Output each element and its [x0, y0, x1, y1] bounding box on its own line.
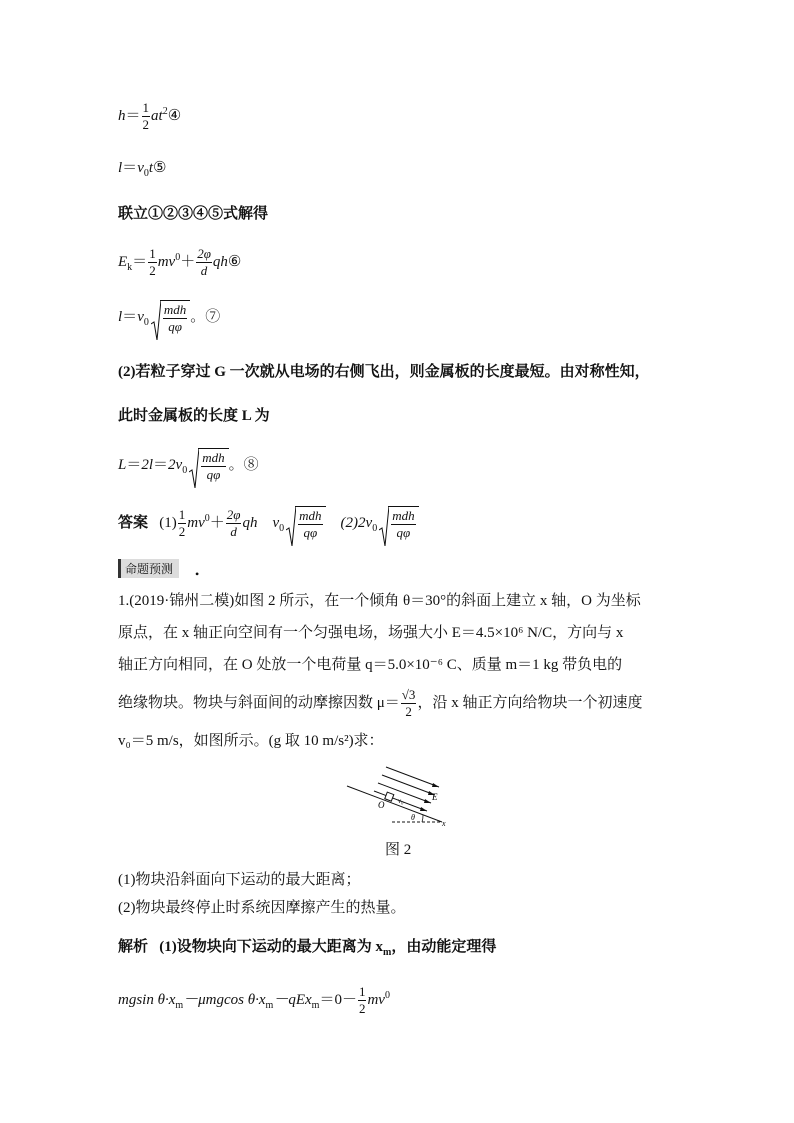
label-v0: v₀ — [398, 797, 404, 805]
question-2: (2)物块最终停止时系统因摩擦产生的热量。 — [118, 900, 406, 916]
radical: $\frac{\text{mdh}}{q\varphi}$ — [151, 300, 190, 335]
incline-figure — [342, 762, 452, 832]
equation-h: h＝ $\frac{1}{2}$ $at^2④$ — [118, 100, 182, 132]
section-tag-dot: • — [195, 567, 200, 581]
analysis-label: 解析 — [118, 939, 149, 955]
angle-arc — [422, 815, 423, 822]
final-equation: mgsin $\theta\cdot x_m-\mu mgcos$ $\theta\cdot x_m-qEx_m=0-$ $\frac{1}{2}$ $mv^0$ — [118, 984, 390, 1016]
answer-line: 答案 (1) $\frac{1}{2}$ $mv^0+$ $\frac{2\varphi}{d}$ qh $v_0$ $\frac{\text{mdh}}{q\varphi}$ $(2)2v_0$ $\frac{\text{mdh}}{q\varphi}$ — [118, 506, 419, 541]
analysis-line: 解析 (1)设物块向下运动的最大距离为 $x_m$，由动能定理得 — [118, 939, 497, 958]
problem-text: 1.(2019·锦州二模)如图 2 所示，在一个倾角 θ＝30°的斜面上建立 x 轴，O 为坐标 原点，在 x 轴正向空间有一个匀强电场，场强大小 E＝4.5×10⁶ N/C，方向与 x 轴正方向相同，在 O 处放一个电荷量 q＝5.0×10⁻⁶ C、质量 m＝1 kg 带负电的 绝缘物块。物块与斜面间的动摩擦因数 μ＝ $\frac{√3}{2}$ ，沿 x 轴正方向给物块一个初速度 v₀＝5 m/s，如图所示。(g 取 10 m/s²)求： — [118, 593, 643, 749]
section-tag: 命题预测 — [118, 559, 179, 578]
question-1: (1)物块沿斜面向下运动的最大距离； — [118, 872, 361, 888]
equation-L: $L=2l=2v_0$ $\frac{\text{mdh}}{q\varphi}$ 。⑧ — [118, 448, 259, 483]
arrow-head — [432, 783, 439, 787]
answer-label: 答案 — [118, 514, 149, 531]
label-e: E — [432, 792, 438, 802]
eq-marker: ④ — [167, 107, 182, 124]
field-line — [386, 767, 439, 787]
field-line — [382, 775, 435, 795]
label-o: O — [378, 800, 385, 810]
part2-line1: (2)若粒子穿过 G 一次就从电场的右侧飞出，则金属板的长度最短。由对称性知， — [118, 364, 650, 380]
label-x: x — [442, 819, 446, 828]
arrow-head — [424, 799, 431, 803]
equation-l: $l=v_0t⑤$ — [118, 160, 167, 179]
combine-text: 联立①②③④⑤式解得 — [118, 206, 269, 222]
eq-h-lhs: h — [118, 107, 126, 124]
arrow-head — [420, 807, 427, 811]
figure-caption: 图 2 — [385, 842, 412, 858]
block — [385, 792, 394, 801]
incline-line — [347, 786, 442, 822]
field-line — [378, 783, 431, 803]
equation-ek: $E_k=$ $\frac{1}{2}$ $mv^0+$ $\frac{2\varphi}{d}$ qh⑥ — [118, 246, 242, 278]
eq-marker: ⑤ — [153, 160, 167, 176]
label-theta: θ — [411, 813, 415, 822]
eq-h-fraction: $\frac{1}{2}$ — [142, 100, 150, 132]
part2-line2: 此时金属板的长度 L 为 — [118, 408, 270, 424]
equation-l-sqrt: $l=v_0$ $\frac{\text{mdh}}{q\varphi}$ 。⑦ — [118, 300, 220, 335]
mu-fraction: $\frac{√3}{2}$ — [401, 687, 416, 720]
